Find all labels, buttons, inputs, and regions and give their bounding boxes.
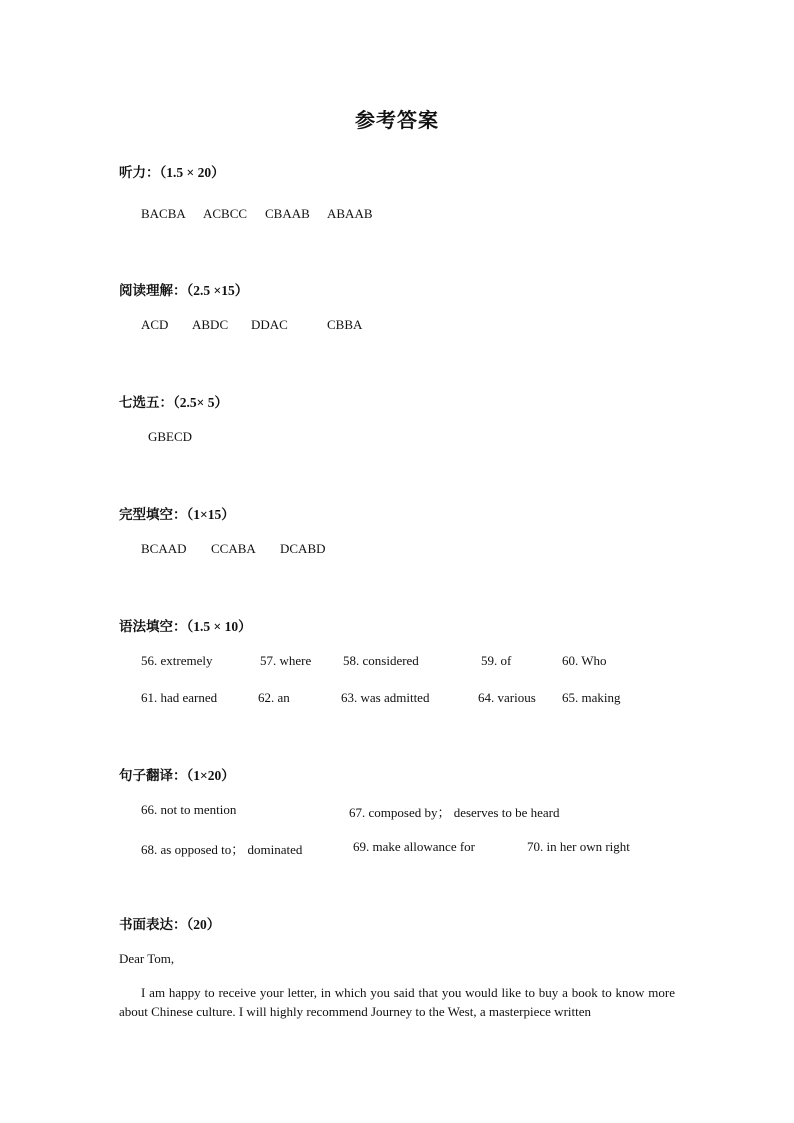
- translation-answer-68: 68. as opposed to； dominated: [141, 842, 303, 857]
- listening-answer-2: ACBCC: [203, 206, 248, 221]
- writing-heading: [119, 913, 220, 933]
- grammar-answer-59: 59. of: [481, 653, 512, 668]
- grammar-answer-56: 56. extremely: [141, 653, 213, 668]
- translation-score: （1×20）: [186, 768, 235, 783]
- listening-label: 听力：: [119, 165, 160, 181]
- cloze-answer-2: CCABA: [211, 541, 256, 556]
- seven-five-label: 七选五：: [119, 395, 173, 411]
- reading-heading: [119, 279, 248, 299]
- grammar-answer-57: 57. where: [260, 653, 312, 668]
- grammar-score: （1.5 × 10）: [186, 619, 252, 634]
- page-title: 参考答案: [355, 108, 439, 132]
- writing-score: （20）: [186, 917, 221, 932]
- translation-heading: [119, 764, 235, 784]
- grammar-answer-58: 58. considered: [343, 653, 419, 668]
- translation-answer-67: 67. composed by； deserves to be heard: [349, 805, 560, 820]
- writing-label: 书面表达：: [119, 917, 187, 933]
- grammar-answer-65: 65. making: [562, 690, 621, 705]
- letter-paragraph: I am happy to receive your letter, in which you said that you would like to buy a book to know more about Chinese culture. I will highly recommend Journey to the West, a masterpiece written: [119, 985, 675, 1019]
- reading-score: （2.5 ×15）: [186, 283, 249, 298]
- reading-answer-3: DDAC: [251, 317, 288, 332]
- cloze-answer-1: BCAAD: [141, 541, 187, 556]
- grammar-answer-62: 62. an: [258, 690, 290, 705]
- listening-score: （1.5 × 20）: [159, 165, 225, 180]
- listening-answer-4: ABAAB: [327, 206, 373, 221]
- translation-answer-66: 66. not to mention: [141, 802, 237, 817]
- grammar-answer-63: 63. was admitted: [341, 690, 430, 705]
- reading-answer-2: ABDC: [192, 317, 229, 332]
- grammar-heading: [119, 615, 252, 635]
- cloze-heading: [119, 503, 235, 523]
- seven-five-score: （2.5× 5）: [173, 395, 228, 410]
- reading-answer-1: ACD: [141, 317, 169, 332]
- translation-answer-69: 69. make allowance for: [353, 839, 476, 854]
- letter-salutation: Dear Tom,: [119, 951, 175, 966]
- cloze-label: 完型填空：: [119, 507, 187, 523]
- letter-body: [119, 983, 675, 1021]
- seven-five-heading: [119, 391, 228, 411]
- grammar-label: 语法填空：: [119, 619, 187, 635]
- translation-label: 句子翻译：: [119, 768, 187, 784]
- cloze-score: （1×15）: [186, 507, 235, 522]
- seven-five-answer: GBECD: [148, 429, 193, 444]
- grammar-answer-61: 61. had earned: [141, 690, 218, 705]
- listening-heading: [119, 161, 225, 181]
- translation-answer-70: 70. in her own right: [527, 839, 630, 854]
- reading-label: 阅读理解：: [119, 283, 187, 299]
- listening-answer-1: BACBA: [141, 206, 186, 221]
- grammar-answer-64: 64. various: [478, 690, 536, 705]
- grammar-answer-60: 60. Who: [562, 653, 607, 668]
- listening-answer-3: CBAAB: [265, 206, 310, 221]
- cloze-answer-3: DCABD: [280, 541, 326, 556]
- reading-answer-4: CBBA: [327, 317, 363, 332]
